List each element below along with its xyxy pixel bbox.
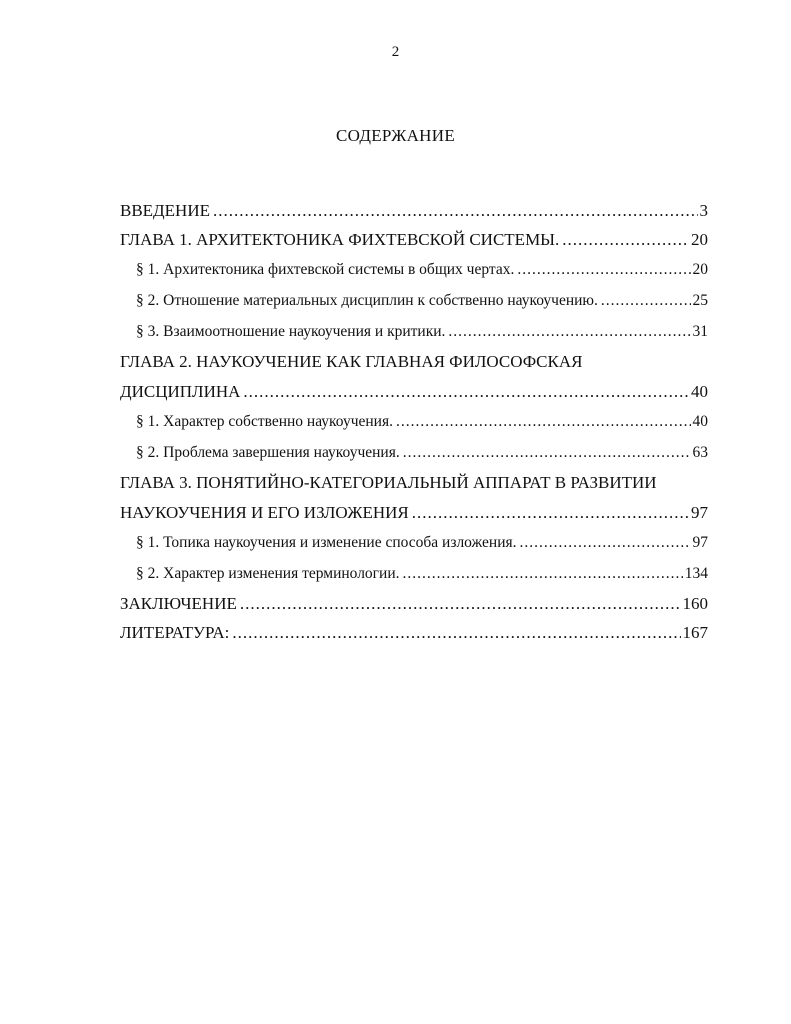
toc-entry-label: § 2. Проблема завершения наукоучения.	[136, 444, 400, 461]
toc-entry-page: 134	[684, 565, 708, 582]
toc-entry-chapter-2-line-1: ГЛАВА 2. НАУКОУЧЕНИЕ КАК ГЛАВНАЯ ФИЛОСОФСКАЯ	[120, 352, 583, 371]
dot-leader	[562, 225, 689, 254]
toc-entry-ch1-section-2	[120, 285, 708, 316]
toc-entry-literature	[120, 618, 708, 647]
toc-entry-page: 20	[692, 261, 708, 278]
toc-entry-page: 63	[692, 444, 708, 461]
toc-entry-label: ЛИТЕРАТУРА:	[120, 623, 230, 642]
toc-entry-page: 3	[699, 201, 708, 220]
page-title: СОДЕРЖАНИЕ	[335, 126, 456, 145]
toc-entry-chapter-2	[120, 377, 708, 406]
toc-entry-ch2-section-1	[120, 406, 708, 437]
toc-entry-chapter-1	[120, 225, 708, 254]
dot-leader	[243, 377, 689, 406]
toc-entry-label: § 1. Архитектоника фихтевской системы в общих чертах.	[136, 261, 515, 278]
toc-entry-label: § 3. Взаимоотношение наукоучения и критики.	[136, 323, 446, 340]
toc-entry-ch3-section-2	[120, 558, 708, 589]
page-number: 2	[391, 44, 400, 60]
toc-entry-label: § 2. Характер изменения терминологии.	[136, 565, 400, 582]
toc-entry-label: ЗАКЛЮЧЕНИЕ	[120, 594, 237, 613]
toc-entry-label: ГЛАВА 1. АРХИТЕКТОНИКА ФИХТЕВСКОЙ СИСТЕМЫ.	[120, 230, 560, 249]
toc-entry-ch1-section-3	[120, 316, 708, 347]
toc-entry-chapter-3	[120, 498, 708, 527]
dot-leader	[412, 498, 689, 527]
toc-entry-page: 97	[692, 534, 708, 551]
table-of-contents	[120, 196, 708, 647]
dot-leader	[396, 406, 691, 437]
toc-entry-label: § 1. Топика наукоучения и изменение способа изложения.	[136, 534, 517, 551]
toc-entry-page: 97	[691, 503, 708, 522]
dot-leader	[520, 527, 691, 558]
dot-leader	[601, 285, 691, 316]
toc-entry-page: 40	[691, 382, 708, 401]
toc-entry-page: 25	[692, 292, 708, 309]
dot-leader	[403, 437, 691, 468]
dot-leader	[213, 196, 698, 225]
toc-entry-ch2-section-2	[120, 437, 708, 468]
dot-leader	[517, 254, 690, 285]
dot-leader	[232, 618, 680, 647]
dot-leader	[403, 558, 683, 589]
toc-entry-page: 167	[682, 623, 708, 642]
toc-entry-intro	[120, 196, 708, 225]
toc-entry-page: 31	[692, 323, 708, 340]
toc-entry-page: 40	[692, 413, 708, 430]
dot-leader	[240, 589, 681, 618]
toc-entry-label: § 2. Отношение материальных дисциплин к собственно наукоучению.	[136, 292, 598, 309]
dot-leader	[448, 316, 690, 347]
toc-entry-ch3-section-1	[120, 527, 708, 558]
toc-entry-label: ДИСЦИПЛИНА	[120, 382, 241, 401]
toc-entry-page: 20	[691, 230, 708, 249]
toc-entry-ch1-section-1	[120, 254, 708, 285]
toc-entry-page: 160	[682, 594, 708, 613]
toc-entry-label: § 1. Характер собственно наукоучения.	[136, 413, 393, 430]
toc-entry-label: НАУКОУЧЕНИЯ И ЕГО ИЗЛОЖЕНИЯ	[120, 503, 409, 522]
toc-entry-label: ВВЕДЕНИЕ	[120, 201, 210, 220]
toc-entry-conclusion	[120, 589, 708, 618]
toc-entry-chapter-3-line-1: ГЛАВА 3. ПОНЯТИЙНО-КАТЕГОРИАЛЬНЫЙ АППАРАТ В РАЗВИТИИ	[120, 473, 657, 492]
